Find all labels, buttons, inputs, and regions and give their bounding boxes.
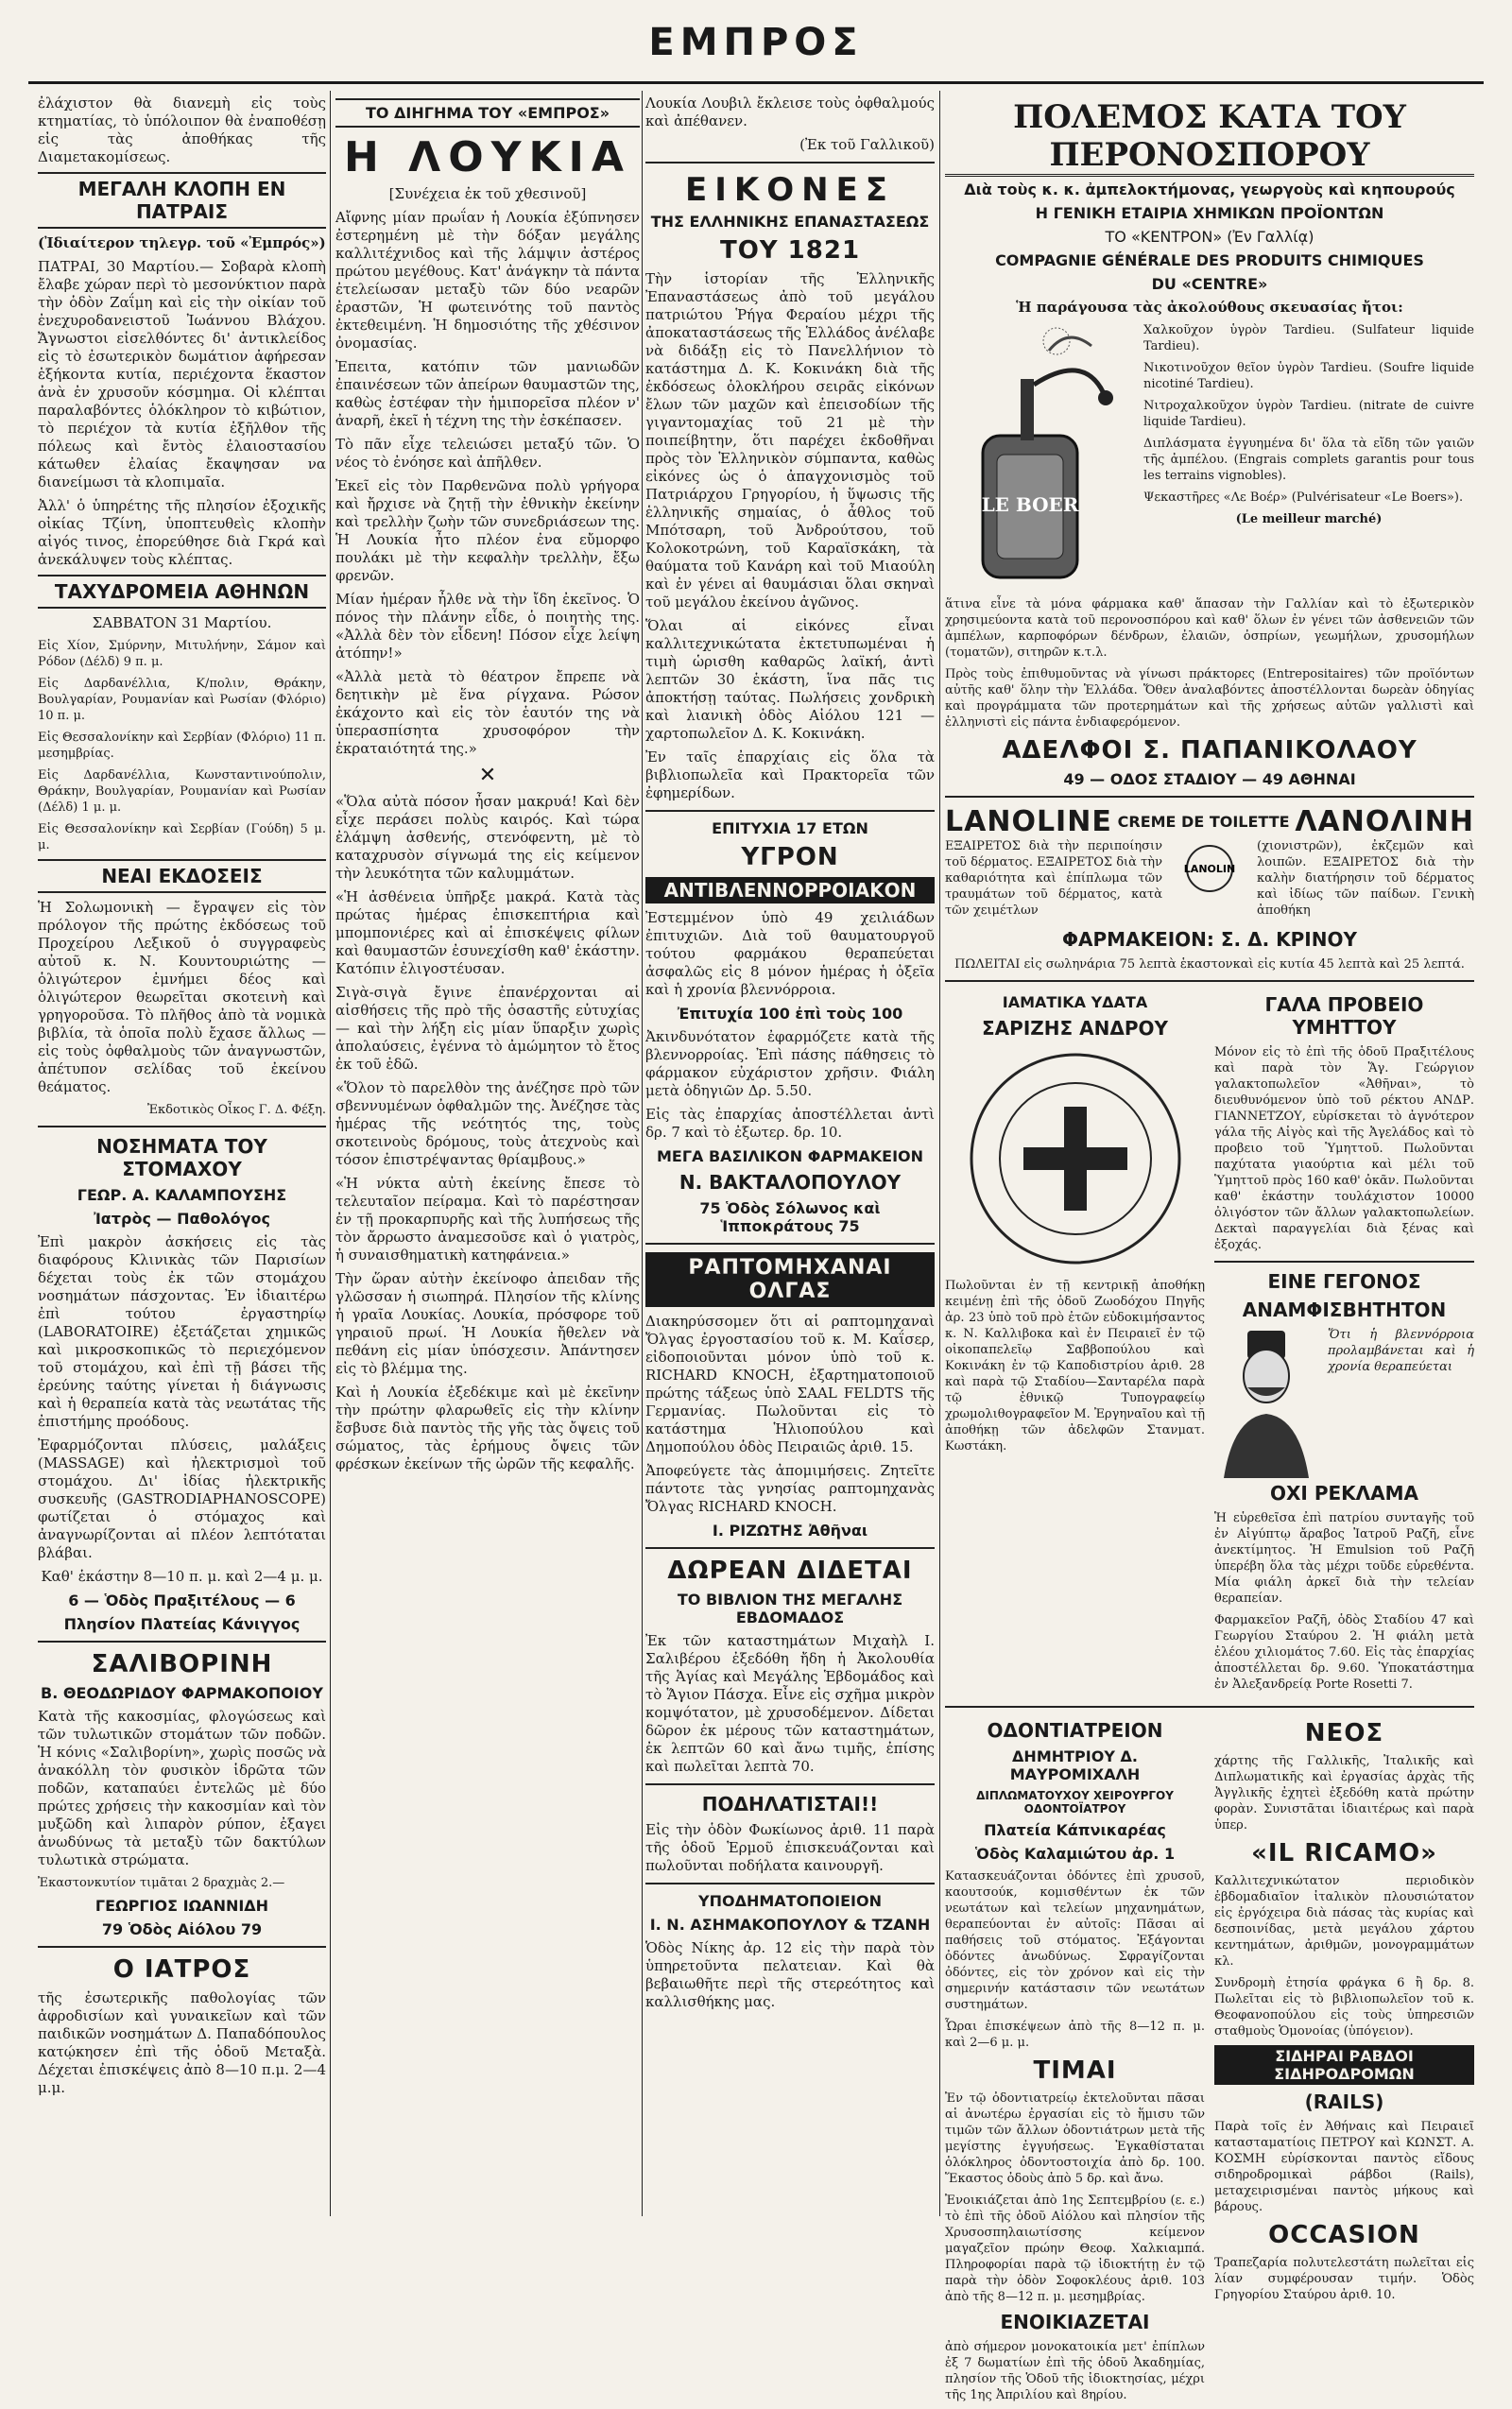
peronospora-company: Η ΓΕΝΙΚΗ ΕΤΑΙΡΙΑ ΧΗΜΙΚΩΝ ΠΡΟΪΟΝΤΩΝ: [1035, 204, 1384, 222]
serial-paragraph: Τὴν ὥραν αὐτὴν ἐκείνοφο ἀπειδαν τῆς γλῶσσαν ἡ σιωπηρά. Πλησίον τῆς κλίνης ἡ γραῖα Λουκίας. Λουκία, πρόσφορε τοῦ γηραιοῦ πρωί. Ἡ Λουκία ἤθελεν νὰ πεθάνη εἰς μίαν ὑπόσχεσιν. Ἀπάντησεν εἰς τὸ βλέμμα της.: [335, 1270, 640, 1377]
lanoline-body-right: (χιονιστρῶν), ἐκζεμῶν καὶ λοιπῶν. ΕΞΑΙΡΕΤΟΣ διὰ τὴν καλὴν διατήρησιν τοῦ δέρματος καὶ ἰδίως τῶν παίδων. Γενικὴ ἀποθήκη: [1257, 839, 1474, 918]
stomach-doctor-name: ΓΕΩΡ. Α. ΚΑΛΑΜΠΟΥΣΗΣ: [77, 1186, 287, 1204]
post-line: Εἰς Θεσσαλονίκην καὶ Σερβίαν (Φλόριο) 11 π. μεσημβρίας.: [38, 731, 326, 761]
dentist-subtitle: ΔΙΠΛΩΜΑΤΟΥΧΟΥ ΧΕΙΡΟΥΡΓΟΥ ΟΔΟΝΤΟΪΑΤΡΟΥ: [976, 1789, 1174, 1815]
ygron-shop-name: Ν. ΒΑΚΤΑΛΟΠΟΥΛΟΥ: [679, 1171, 902, 1194]
saliborine-price: Ἐκαστονκυτίον τιμᾶται 2 δραχμὰς 2.—: [38, 1876, 285, 1890]
peronospora-body: ἅτινα εἶνε τὰ μόνα φάρμακα καθ' ἅπασαν τὴν Γαλλίαν καὶ τὸ ἐξωτερικὸν χρησιμεύοντα κατὰ τοῦ περονοσπόρου καὶ καθ' ὅλων ἐν γένει τῶν ἀσθενειῶν τῶν ἀμπέλων, καρποφόρων δένδρων, ἐλαιῶν, ὀσπρίων, γεωμήλων, χρυσομήλων (τοματῶν), σιτηρῶν κ.τ.λ.: [945, 597, 1474, 660]
peronospora-product-row: [945, 322, 1474, 596]
olga-headline: ΡΑΠΤΟΜΗΧΑΝΑΙ ΟΛΓΑΣ: [645, 1252, 935, 1307]
serial-paragraph: «Ὅλα αὐτὰ πόσον ἦσαν μακρυά! Καὶ δὲν εἶχε περάσει πολὺς καιρός. Καὶ τώρα ἐλάμψη ἀσθενής, στενόφεντη, μὲ τὸ καταχρυσὸν σίγνωμά της εἰς κείμενον τὴν λευκότητα τῶν καλυμμάτων.: [335, 793, 640, 882]
sprayer-label: LE BOER: [981, 493, 1079, 516]
new-editions-body: Ἡ Σολωμονικὴ — ἔγραψεν εἰς τὸν πρόλογον τῆς πρώτης ἐκδόσεως τοῦ Προχείρου Λεξικοῦ ὁ συγγραφεὺς αὐτοῦ κ. Ν. Κουντουριώτης — ὁλιγώτερον ἐμνήμει δέος καὶ ὁλιγώτερον θεωρεῖται σκοτεινὴ καὶ γρηγοροῦσα. Τὸ πλῆθος ἀπὸ τὰ νομικὰ βιβλία, τὰ ὁποῖα πολὺ ἔχασε ἄλλως — εἰς τοὺς ὀφθαλμοὺς τῶν ἀναγνωστῶν, ἀπέτυπον σελίδας τοῦ ἐκείνου θεάματος.: [38, 899, 326, 1095]
serial-title: Η ΛΟΥΚΙΑ: [344, 133, 631, 181]
peronospora-items: [1143, 322, 1474, 596]
column-3: [645, 95, 935, 2216]
bottom-ads-row: [945, 1715, 1474, 2409]
lanoline-header: [945, 805, 1474, 838]
theft-body-2: Ἀλλ' ὁ ὑπηρέτης τῆς πλησίον ἐξοχικῆς οἰκίας Τζίνη, ὑποπτευθεὶς κλοπὴν αἰγός τινος, ἐπορεύθησε διὰ Γκρά καὶ ἀνεκάλυψεν τοὺς κλέπτας.: [38, 497, 326, 568]
peronospora-kentron: ΤΟ «ΚΕΝΤΡΟΝ» (Ἐν Γαλλίᾳ): [1105, 228, 1314, 246]
dentist-hours: Ὧραι ἐπισκέψεων ἀπὸ τῆς 8—12 π. μ. καὶ 2—6 μ. μ.: [945, 2020, 1205, 2050]
serial-paragraph: Καὶ ἡ Λουκία ἐξεδέκιμε καὶ μὲ ἐκεῖνην τὴν πρώτην φλαρωθεῖς εἰς τὴν κλίνην ἔσβυσε διὰ παντὸς τῆς γῆς τὰς ὄψεις τοῦ σώματος, τὰς ἐρήμους ὄψεις τῶν φρέσκων ἐκείνων τῆς ὠρῶν τῆς κεφαλῆς.: [335, 1384, 640, 1472]
fact-pharmacy: Φαρμακεῖον Ραζῆ, ὁδὸς Σταδίου 47 καὶ Γεωργίου Σταύρου 2. Ἡ φιάλη μετὰ ἐλέου χιλιομάτος 7.60. Εἰς τὰς ἐπαρχίας ἀποστέλλεται δρ. 9.60. Ὑποκατάστημα ἐν Ἀλεξανδρείᾳ Porte Rosetti 7.: [1214, 1613, 1474, 1692]
product-item: Νικοτινοῦχον θεῖον ὑγρὸν Tardieu. (Soufre liquide nicotiné Tardieu).: [1143, 361, 1474, 391]
occasion-body: Τραπεζαρία πολυτελεστάτη πωλεῖται εἰς λίαν συμφέρουσαν τιμήν. Ὁδὸς Γρηγορίου Σταύρου ἀριθ. 10.: [1214, 2256, 1474, 2302]
dentist-ad: [945, 1715, 1205, 2409]
serial-source: (Ἐκ τοῦ Γαλλικοῦ): [799, 136, 935, 153]
divider: [645, 1547, 935, 1549]
ygron-address: 75 Ὁδὸς Σόλωνος καὶ Ἱπποκράτους 75: [699, 1199, 881, 1235]
post-line: Εἰς Θεσσαλονίκην καὶ Σερβίαν (Γούδη) 5 μ. μ.: [38, 822, 326, 852]
lanoline-price: ΠΩΛΕΙΤΑΙ εἰς σωληνάρια 75 λεπτὰ ἑκαστονκαὶ εἰς κυτία 45 λεπτὰ καὶ 25 λεπτά.: [954, 957, 1465, 972]
column-rule-2: [642, 91, 643, 2216]
stomach-body-2: Ἐφαρμόζονται πλύσεις, μαλάξεις (MASSAGE) καὶ ἠλεκτρισμοὶ τοῦ στομάχου. Δι' ἰδίας ἠλεκτρικῆς συσκευῆς (GASTRODIAPHANOSCOPE) φωτίζεται ὁ στόμαχος καὶ ἀναγνωρίζονται αἱ πλέον λεπτόταται βλάβαι.: [38, 1437, 326, 1561]
lanoline-title-greek: ΛΑΝΟΛΙΝΗ: [1295, 805, 1474, 838]
prices-headline: ΤΙΜΑΙ: [1033, 2056, 1117, 2085]
ygron-body-3: Εἰς τὰς ἐπαρχίας ἀποστέλλεται ἀντὶ δρ. 7 καὶ τὸ ἐξωτερ. δρ. 10.: [645, 1106, 935, 1141]
olga-body: Διακηρύσσομεν ὅτι αἱ ραπτομηχαναὶ Ὄλγας ἐργοστασίου τοῦ κ. Μ. Καΐσερ, εἰδοποιοῦνται μόνον ὑπὸ τοῦ κ. RICHARD KNOCH, ἐξαρτηματοποιοῦ πρώτης τάξεως ὑπὸ ΣAAL FELDTS τῆς Γερμανίας. Πωλοῦνται εἰς τὸ κατάστημα Ἡλιοπούλου καὶ Δημοπούλου ὁδὸς Πειραιῶς ἀριθ. 15.: [645, 1313, 935, 1455]
stamp-seal-icon: [962, 1045, 1189, 1272]
serial-paragraph: Σιγὰ-σιγὰ ἔγινε ἐπανέρχονται αἱ αἰσθήσεις τῆς πρὸ τῆς ὀσαστῆς εὐτυχίας — καὶ τὴν λήξη εἰς μίαν ὕπαρξιν χωρὶς ἀπολαύσεις, ἐγέννα τὸ ἀμώμητον τὸ ἕτος ἐκ τοῦ ἐδῶ.: [335, 984, 640, 1073]
masthead-rule: [28, 81, 1484, 84]
water-headline: ΙΑΜΑΤΙΚΑ ΥΔΑΤΑ: [1002, 993, 1148, 1011]
divider: [1214, 1261, 1474, 1263]
cyclists-headline: ΠΟΔΗΛΑΤΙΣΤΑΙ!!: [701, 1793, 879, 1815]
olga-sign: Ι. ΡΙΖΩΤΗΣ Ἀθῆναι: [712, 1522, 868, 1540]
serial-label: ΤΟ ΔΙΗΓΗΜΑ ΤΟΥ «ΕΜΠΡΟΣ»: [335, 98, 640, 128]
sprayer-icon: [945, 322, 1134, 596]
serial-paragraph: «Ὅλον τὸ παρελθὸν της ἀνέζησε πρὸ τῶν σβεννυμένων ὀφθαλμῶν της. Ἀνέζησε τὰς ἡμέρας τῆς νεότητός της, τοὺς σκοτεινοὺς δρόμους, τοὺς ἀτεχνοὺς καὶ τόσον ἐπιστρέψαντας θρίαμβους.»: [335, 1079, 640, 1168]
stomach-address: 6 — Ὁδὸς Πραξιτέλους — 6: [68, 1592, 296, 1609]
brothers-address: 49 — ΟΔΟΣ ΣΤΑΔΙΟΥ — 49 ΑΘΗΝΑΙ: [1063, 770, 1356, 788]
lanoline-pharmacy: ΦΑΡΜΑΚΕΙΟΝ: Σ. Δ. ΚΡΙΝΟΥ: [1062, 928, 1357, 951]
stomach-address-2: Πλησίον Πλατείας Κάνιγγος: [63, 1615, 301, 1633]
pictures-year: ΤΟΥ 1821: [719, 236, 861, 265]
dentist-address-2: Ὁδὸς Καλαμιώτου ἀρ. 1: [974, 1845, 1176, 1863]
ricamo-body: Καλλιτεχνικώτατον περιοδικὸν ἑβδομαδιαῖον ἰταλικὸν πλουσιώτατον εἰς ἐργόχειρα διὰ πάσας τὰς κυρίας καὶ δεσποινίδας, μετὰ μεγάλου χάρτου κεντημάτων, ἀριθμῶν, μονογραμμάτων κλ.: [1214, 1874, 1474, 1969]
lanoline-seal-text: LANOLIN: [1183, 863, 1236, 875]
column-4-ads: [945, 95, 1474, 2402]
rails-body: Παρὰ τοῖς ἐν Ἀθήναις καὶ Πειραιεῖ κατασταματίοις ΠΕΤΡΟΥ καὶ ΚΩΝΣΤ. Α. ΚΟΣΜΗ εὑρίσκονται παντὸς εἴδους σιδηροδρομικαὶ ράβδοι (Rails), μεταχειρισμέναι παντὸς μήκους καὶ βάρους.: [1214, 2120, 1474, 2214]
ygron-top: ΕΠΙΤΥΧΙΑ 17 ΕΤΩΝ: [712, 819, 868, 837]
product-item: Νιτροχαλκοῦχον ὑγρὸν Tardieu. (nitrate de cuivre liquide Tardieu).: [1143, 399, 1474, 429]
milk-body: Μόνον εἰς τὸ ἐπὶ τῆς ὁδοῦ Πραξιτέλους καὶ παρὰ τὸν Ἅγ. Γεώργιον γαλακτοπωλεῖον «Ἀθῆναι», τὸ διευθυνόμενον ὑπὸ τοῦ ρέκτου ΑΝΔΡ. ΓΙΑΝΝΕΤΖΟΥ, εὑρίσκεται τὸ ἀγνότερον γάλα τῆς Αἰγὸς καὶ τῆς Ἀγελάδος καὶ τὸ προβειο τοῦ Ὑμηττοῦ. Πωλοῦνται παχύτατα γιαούρτια καὶ μέλι τοῦ Ὑμηττοῦ πρὸς 160 καθ' ὀκᾶν. Πωλοῦνται καθ' ἑκάστην τουλάχιστον 10000 ὀλιγόστον τῶν ἄλλων γαλακτοπωλείων. Δεκταὶ παραγγελίαι διὰ ξένας καὶ ἐξοχάς.: [1214, 1045, 1474, 1252]
serial-paragraph: «Ἡ ἀσθένεια ὑπῆρξε μακρά. Κατὰ τὰς πρώτας ἡμέρας ἐπισκεπτήρια καὶ μπομπονιέρες καὶ αἱ ἐπισκέψεις φίλων καὶ θαυμαστῶν ἐσυνεχίσθη καθ' ἑκάστην. Κατόπιν ἐλιγοστέυσαν.: [335, 888, 640, 977]
brothers-headline: ΑΔΕΛΦΟΙ Σ. ΠΑΠΑΝΙΚΟΛΑΟΥ: [1002, 736, 1418, 765]
dentist-body: Κατασκευάζονται ὀδόντες ἐπὶ χρυσοῦ, καουτσούκ, κομισθέντων ἐκ τῶν νεωτάτων καὶ τελείων μηχανημάτων, θεραπεύονται ἐν αὐτοῖς: Πᾶσαι αἱ παθήσεις τοῦ στόματος. Ἐξάγονται ὀδόντες ἀνωδύνως. Σφραγίζονται ὀδόντες, εἰς τὸν χρόνον καὶ εἰς τὴν σημερινήν κατάστασιν τῶν νεωτάτων συστημάτων.: [945, 1869, 1205, 2012]
ygron-body: Ἐστεμμένον ὑπὸ 49 χειλιάδων ἐπιτυχιῶν. Διὰ τοῦ θαυματουργοῦ τούτου φαρμάκου θεραπεύεται ἀσφαλῶς εἰς 8 μόνον ἡμέρας ἡ ὀξεῖα καὶ ἡ χρονία βλεννόρροια.: [645, 909, 935, 998]
occasion-headline: OCCASION: [1268, 2221, 1420, 2249]
olga-end: Ἀποφεύγετε τὰς ἀπομιμήσεις. Ζητεῖτε πάντοτε τὰς γνησίας ραπτομηχανὰς Ὄλγας RICHARD KNOCH.: [645, 1462, 935, 1515]
divider: [945, 1706, 1474, 1708]
peronospora-sub: Διὰ τοὺς κ. κ. ἀμπελοκτήμονας, γεωργοὺς καὶ κηπουρούς: [964, 181, 1455, 198]
cyclists-body: Εἰς τὴν ὁδὸν Φωκίωνος ἀριθ. 11 παρὰ τῆς ὁδοῦ Ἑρμοῦ ἐπισκευάζονται καὶ πωλοῦνται ποδήλατα καινουργῆ.: [645, 1821, 935, 1874]
iatros-headline: Ο ΙΑΤΡΟΣ: [112, 1955, 251, 1984]
serial-paragraph: Ἐπειτα, κατόπιν τῶν μανιωδῶν ἐπαινέσεων τῶν ἀπείρων θαυμαστῶν της, καθὼς ἐστέφαν τὴν ἡμιπορεῖσα πλέον ν' ἀναρῆ, ἐκεῖ ἡ τέχνη της τὴν ἐσκέπασεν.: [335, 358, 640, 429]
serial-paragraph: «Ἡ νύκτα αὐτὴ ἐκείνης ἔπεσε τὸ τελευταῖον πείραμα. Καὶ τὸ παρέστησαν ἐν τῇ προκαρπυρῆς καὶ τῆς λυπήσεως τῆς τὸν ἄρρωστο ἀναμεσοῦσε καὶ ὁ γιατρὸς, ἡ συναισθηματικὴ κατηφάνεια.»: [335, 1175, 640, 1264]
rent-headline: ΕΝΟΙΚΙΑΖΕΤΑΙ: [1000, 2311, 1150, 2333]
section-break-mark: ✕: [478, 764, 497, 787]
saliborine-address: 79 Ὁδὸς Αἰόλου 79: [101, 1920, 263, 1938]
peronospora-body-2: Πρὸς τοὺς ἐπιθυμοῦντας νὰ γίνωσι πράκτορες (Entrepositaires) τῶν προϊόντων αὐτῆς καθ' ὅλην τὴν Ἑλλάδα. Ὅθεν ἀναλαβόντες ἀποστέλλονται δωρεὰν ὁδηγίας καὶ προγράμματα τῶν προτερημάτων καὶ τῆς χρήσεως αὐτῶν γαλλιστὶ καὶ ἑλληνιστὶ εἰς πάντα ἐνδιαφερόμενον.: [945, 667, 1474, 730]
shoes-body: Ὁδὸς Νίκης ἀρ. 12 εἰς τὴν παρὰ τὸν ὑπηρετοῦντα πελατειαν. Καὶ θὰ βεβαιωθῆτε περὶ τῆς στερεότητος καὶ καλλισθήκης μας.: [645, 1939, 935, 2010]
pictures-subheadline: ΤΗΣ ΕΛΛΗΝΙΚΗΣ ΕΠΑΝΑΣΤΑΣΕΩΣ: [650, 213, 930, 231]
neos-body: χάρτης τῆς Γαλλικῆς, Ἰταλικῆς καὶ Διπλωματικῆς καὶ ἐργασίας ἀρχὰς τῆς Ἀγγλικῆς ἐχητεὶ ἐξεδόθη κατὰ πρώτην φορὰν. Συνιστᾶται ἰδιαιτέρως καὶ παρὰ ὑπερ.: [1214, 1754, 1474, 1833]
stomach-body: Ἐπὶ μακρὸν ἀσκήσεις εἰς τὰς διαφόρους Κλινικὰς τῶν Παρισίων δέχεται τοὺς ἐκ τῶν στομάχου νοσημάτων πάσχοντας. Ἐν ἰδιαιτέρω ἐπὶ τούτου ἐργαστηρίῳ (LABORATOIRE) ἐξετάζεται χημικῶς καὶ μικροσκοπικῶς τὸ περιεχόμενον τοῦ στομάχου, καὶ ἐπὶ τῇ βάσει τῆς ἐρεύνης ταύτης γίνεται ἡ διάγνωσις καὶ ἡ θεραπεία κατὰ τὰς νεωτάτας τῆς ἐπιστήμης προόδους.: [38, 1233, 326, 1430]
rails-subheadline: (RAILS): [1304, 2091, 1384, 2113]
product-item: Διπλάσματα ἐγγυημένα δι' ὅλα τὰ εἴδη τῶν γαιῶν τῆς ἀμπέλου. (Engrais complets garantis pour tous les terrains vignobles).: [1143, 437, 1474, 483]
masthead-title: ΕΜΠΡΟΣ: [648, 21, 864, 64]
ygron-highlight: Ἐπιτυχία 100 ἐπὶ τοὺς 100: [677, 1005, 903, 1023]
column-rule-3: [939, 91, 940, 2216]
pictures-body: Τὴν ἱστορίαν τῆς Ἑλληνικῆς Ἐπαναστάσεως ἀπὸ τοῦ μεγάλου πατριώτου Ῥήγα Φεραίου μέχρι τῆς ἀποκαταστάσεως τῆς Ἑλλάδος ἀνέλαβε νὰ διδάξῃ εἰς τὸ Πανελλήνιον τὸ κατάστημα Δ. Κ. Κοκινάκη διὰ τῆς ἐκδόσεως ὁλοκλήρου σειρᾶς εἰκόνων ἔλων τῶν μαχῶν καὶ ἐπεισοδίων τῆς γιγαντομαχίας τοῦ 21 μὲ τὴν ποιπείβητην, ὅτι παρέχει ἐκδοθῆναι πρὸς τὸν Ἑλληνικὸν σύμπαντα, καθὼς εἰκόνες ὡς ὁ ἀπαγχονισμὸς τοῦ Πατριάρχου Γρηγορίου, ἡ ὕψωσις τῆς ἑλληνικῆς σημαίας, ὁ ἆθλος τοῦ Μπότσαρη, τοῦ Ἀνδρούτσου, τοῦ Κολοκοτρώνη, τοῦ Καραϊσκάκη, τὰ θαύματα τοῦ Κανάρη καὶ τοῦ Μιαούλη καὶ ἐν γένει αἱ θαυμάσιαι ὅλαι σκηναὶ τοῦ μεγάλου ἐκείνου ἀγῶνος.: [645, 270, 935, 611]
ygron-body-2: Ἀκινδυνότατον ἐφαρμόζετε κατὰ τῆς βλεννορροίας. Ἐπὶ πάσης πάθησεις τὸ φάρμακον εὐχάριστον χρῆσιν. Φιάλη μετὰ ὁδηγιῶν Δρ. 5.50.: [645, 1028, 935, 1099]
water-subheadline: ΣΑΡΙΖΗΣ ΑΝΔΡΟΥ: [982, 1017, 1168, 1040]
post-line: Εἰς Δαρδανέλλια, Κ/πολιν, Θράκην, Βουλγαρίαν, Ρουμανίαν καὶ Ρωσίαν (Φλόριο) 10 π. μ.: [38, 677, 326, 723]
water-milk-row: [945, 989, 1474, 1698]
water-body: Πωλοῦνται ἐν τῇ κεντρικῇ ἀποθήκῃ κειμένῃ ἐπὶ τῆς ὁδοῦ Ζωοδόχου Πηγῆς ἀρ. 23 ὑπὸ τοῦ πρὸ ἐτῶν εὐδοκιμήσαντος κ. Ν. Καλλιβοκα καὶ ἐν Πειραιεῖ ἐν τῷ οἰκοπαπελεῖῳ Σαββοπούλου καὶ Κοκινάκη ἐν τῷ Καποδιστρίου ἀριθ. 28 καὶ παρὰ τῷ Σταδίου—Σανταρέλα παρὰ τῷ ἐθνικῷ Τυπογραφείῳ χρωμολιθογραφεῖον Μ. Ἐργηναῖου καὶ τῇ ἀποθήκῃ τῶν ἀδελφῶν Στανματ. Κωστάκη.: [945, 1279, 1205, 1454]
masthead: [0, 0, 1512, 87]
divider: [645, 1883, 935, 1884]
fact-body: Ἡ εὑρεθεῖσα ἐπὶ πατρίου συνταγῆς τοῦ ἐν Αἰγύπτῳ ἄραβος Ἰατροῦ Ραζῆ, εἶνε ἀνεκτίμητος. Ἡ Emulsion τοῦ Ραζῆ ὑπερέβη ὅλα τὰς μέχρι τοῦδε εὑρεθέντα. Μία φιάλη ἀρκεῖ διὰ τὴν τελείαν θεραπείαν.: [1214, 1511, 1474, 1606]
post-line: Εἰς Δαρδανέλλια, Κωνσταντινούπολιν, Θράκην, Βουλγαρίαν, Ρουμανίαν καὶ Ρωσίαν (Δέλδ) 1 μ. μ.: [38, 768, 326, 815]
gift-subheadline: ΤΟ ΒΙΒΛΙΟΝ ΤΗΣ ΜΕΓΑΛΗΣ ΕΒΔΟΜΑΔΟΣ: [677, 1591, 903, 1626]
serial-paragraph: «Ἀλλὰ μετὰ τὸ θέατρον ἔπρεπε νὰ δεητικὴν μὲ ἕνα ρίγχανα. Ρώσον ἐκάχοντο καὶ εἰς τὸν ἑαυτόν της νὰ ὑπερασπίσητα χρυσοφόρον τὴν ἐκραταιότητά της.»: [335, 668, 640, 757]
shoes-name: Ι. Ν. ΑΣΗΜΑΚΟΠΟΥΛΟΥ & ΤΖΑΝΗ: [649, 1916, 931, 1934]
column-2: [335, 95, 640, 2216]
divider: [645, 1783, 935, 1785]
milk-ad: [1214, 989, 1474, 1698]
theft-body: ΠΑΤΡΑΙ, 30 Μαρτίου.— Σοβαρὰ κλοπὴ ἔλαβε χώραν περὶ τὸ μεσονύκτιον παρὰ τὴν ὁδὸν Ζαΐμη καὶ εἰς τὴν οἰκίαν τοῦ ἐνεχυροδανειστοῦ Ἰωάννου Βλάχου. Ἄγνωστοι εἰσελθόντες δι' ἀντικλείδος εἰς τὸ ἐσωτερικὸν δωμάτιον ἀφήρεσαν ἑξήκοντα κυτία, περιέχοντα ἕκαστον ἀνὰ ἐν χρυσοῦν κόσμημα. Οἱ κλέπται παραλαβόντες ὁλόκληρον τὸ κιβώτιον, τὸ περιέχον τὰ κυτία ἐξῆλθον τῆς πόλεως καὶ ἔντὸς ἐλαιοστασίου κάτωθεν ἐλαίας ἔκαψησαν να διανείμωσι τὰ κλοπιμαῖα.: [38, 258, 326, 490]
gift-headline: ΔΩΡΕΑΝ ΔΙΔΕΤΑΙ: [667, 1557, 913, 1585]
lanoline-seal-icon: [1172, 838, 1247, 895]
rails-headline: ΣΙΔΗΡΑΙ ΡΑΒΔΟΙ ΣΙΔΗΡΟΔΡΟΜΩΝ: [1214, 2045, 1474, 2085]
pictures-headline: ΕΙΚΟΝΕΣ: [684, 171, 896, 209]
pictures-end: Ἐν ταῖς ἐπαρχίαις εἰς ὅλα τὰ βιβλιοπωλεῖα καὶ Πρακτορεῖα τῶν ἐφημερίδων.: [645, 749, 935, 801]
post-line: Εἰς Χίον, Σμύρνην, Μιτυλήνην, Σάμον καὶ Ρόδον (Δέλδ) 9 π. μ.: [38, 639, 326, 669]
man-portrait-icon: [1214, 1327, 1318, 1478]
peronospora-french: COMPAGNIE GÉNÉRALE DES PRODUITS CHIMIQUES: [995, 251, 1424, 269]
peronospora-lead: Ἡ παράγουσα τὰς ἀκολούθους σκευασίας ἤτοι:: [1016, 299, 1403, 316]
rent-body-2: ἀπὸ σήμερον μονοκατοικία μετ' ἐπίπλων ἐξ 7 δωματίων ἐπὶ τῆς ὁδοῦ Ἀκαδημίας, πλησίον τῆς Ὁδοῦ τῆς ἰδιοκτησίας, μέχρι τῆς 1ης Ἀπριλίου καὶ 8ηρίου.: [945, 2340, 1205, 2402]
peronospora-french-2: DU «CENTRE»: [1151, 275, 1268, 293]
prices-body: Ἐν τῷ ὀδοντιατρείῳ ἐκτελοῦνται πᾶσαι αἱ ἀνωτέρω ἐργασίαι εἰς τὸ ἥμισυ τῶν τιμῶν τῶν ἄλλων ὀδοντιάτρων μετὰ τῆς μεγίστης ἐγγυήσεως. Ἐγκαθίσταται ὁλόκληρος ὀδοντοστοιχία ἀπὸ δρ. 100. Ἕκαστος ὀδοὺς ἀπὸ 5 δρ. καὶ ἄνω.: [945, 2091, 1205, 2186]
gift-body: Ἐκ τῶν καταστημάτων Μιχαὴλ Ι. Σαλιβέρου ἐξεδόθη ἤδη ἡ Ἀκολουθία τῆς Ἁγίας καὶ Μεγάλης Ἑβδομάδος καὶ τὸ Ἅγιον Πάσχα. Εἶνε εἰς σχῆμα μικρὸν κομψότατον, μὲ χρυσοδέμενον. Δίδεται δῶρον ἐκ μέρους τῶν καταστημάτων, ἐκ λεπτῶν 60 καὶ ἄνω τιμῆς, ἐπίσης καὶ πωλεῖται λεπτὰ 70.: [645, 1632, 935, 1775]
fact-headline-2: ΑΝΑΜΦΙΣΒΗΤΗΤΟΝ: [1242, 1299, 1447, 1321]
neos-headline: ΝΕΟΣ: [1304, 1719, 1384, 1747]
stomach-doctor-title: Ἰατρὸς — Παθολόγος: [94, 1210, 270, 1228]
theft-byline: (Ἰδιαίτερον τηλεγρ. τοῦ «Ἐμπρός»): [38, 234, 326, 251]
ygron-subtitle: ΑΝΤΙΒΛΕΝΝΟΡΡΟΙΑΚΟΝ: [645, 877, 935, 903]
lanoline-subtitle: CREME DE TOILETTE: [1117, 813, 1290, 831]
post-date: ΣΑΒΒΑΤΟΝ 31 Μαρτίου.: [92, 614, 272, 631]
fact-no-ad: ΟΧΙ ΡΕΚΛΑΜΑ: [1270, 1482, 1418, 1505]
water-stamp: [962, 1045, 1189, 1272]
column-1: [38, 95, 326, 2216]
misc-ads: [1214, 1715, 1474, 2409]
dentist-address: Πλατεία Κάπνικαρέας: [984, 1821, 1166, 1839]
ricamo-body-2: Συνδρομὴ ἐτησία φράγκα 6 ἢ δρ. 8. Πωλεῖται εἰς τὸ βιβλιοπωλεῖον τοῦ κ. Θεοφανοπούλου εἰς τοὺς ὑπηρεσιῶν σταθμοὺς Ὁμονοίας (ὑπόγειον).: [1214, 1976, 1474, 2039]
serial-paragraph: Αἴφνης μίαν πρωΐαν ἡ Λουκία ἐξύπνησεν ἐστερημένη μὲ τὴν δόξαν μεγάλης καλλιτέχνιδος καὶ τῆς λάμψιν ἀστέρος πρώτου μεγέθους. Κατ' ἀνάγκην τὰ πάντα ἐτελείωσαν μεταξὺ τῶν δύο νεαρῶν ἐραστῶν, Ἡ φωτεινότης τοῦ παντὸς ἐκτεθειμένη. Ἡ δημοσιότης τῆς χθέσινον ὀνομασίας.: [335, 209, 640, 352]
iatros-body: τῆς ἐσωτερικῆς παθολογίας τῶν ἀφροδισίων καὶ γυναικεῖων καὶ τῶν παιδικῶν νοσημάτων Δ. Παπαδόπουλος κατῴκησεν ἐπὶ τῆς ὁδοῦ Μεταξὰ. Δέχεται ἐπισκέψεις ἀπὸ 8—10 π.μ. 2—4 μ.μ.: [38, 1989, 326, 2096]
product-item: Χαλκοῦχον ὑγρὸν Tardieu. (Sulfateur liquide Tardieu).: [1143, 323, 1474, 353]
divider: [645, 810, 935, 812]
dentist-headline: ΟΔΟΝΤΙΑΤΡΕΙΟΝ: [987, 1719, 1163, 1742]
column-rule-1: [330, 91, 331, 2216]
divider: [38, 1126, 326, 1127]
pictures-body-2: Ὅλαι αἱ εἰκόνες εἶναι καλλιτεχνικώτατα ἐκτετυπωμέναι ἡ τιμὴ ὡρισθη καθαρῶς λαϊκή, ἀντὶ λεπτῶν 30 ἑκάστη, ἵνα πᾶς τις ἀποκτήσῃ ταύτας. Πωλήσεις χονδρικὴ καὶ λιανικὴ ὁδὸς Αἰόλου 121 — χαρτοπωλεῖον Δ. Κ. Κοκινάκη.: [645, 617, 935, 742]
new-editions-headline: ΝΕΑΙ ΕΚΔΟΣΕΙΣ: [38, 859, 326, 893]
ygron-title: ΥΓΡΟΝ: [741, 843, 839, 871]
sprayer-illustration: [945, 322, 1134, 596]
peronospora-headline: ΠΟΛΕΜΟΣ ΚΑΤΑ ΤΟΥ ΠΕΡΟΝΟΣΠΟΡΟΥ: [945, 98, 1474, 177]
fact-quote: Ὅτι ἡ βλεννόρροια προλαμβάνεται καὶ ἡ χρονία θεραπεύεται: [1328, 1328, 1474, 1374]
serial-ending: Λουκία Λουβιλ ἔκλεισε τοὺς ὀφθαλμούς καὶ ἀπέθανεν.: [645, 95, 935, 129]
divider: [645, 162, 935, 163]
divider: [38, 1641, 326, 1643]
portrait-illustration: [1214, 1327, 1318, 1478]
fact-headline: ΕΙΝΕ ΓΕΓΟΝΟΣ: [1267, 1270, 1421, 1293]
saliborine-headline: ΣΑΛΙΒΟΡΙΝΗ: [91, 1650, 273, 1678]
lanoline-title-latin: LANOLINE: [945, 805, 1112, 838]
ygron-shop: ΜΕΓΑ ΒΑΣΙΛΙΚΟΝ ΦΑΡΜΑΚΕΙΟΝ: [656, 1147, 924, 1165]
divider: [645, 1243, 935, 1245]
milk-headline: ΓΑΛΑ ΠΡΟΒΕΙΟ ΥΜΗΤΤΟΥ: [1264, 993, 1424, 1039]
intro-text: ἐλάχιστον θὰ διανεμὴ εἰς τοὺς κτηματίας, τὸ ὑπόλοιπον θὰ ἐναποθέσῃ εἰς τὰς ἀποθήκας τῆς Διαμετακομίσεως.: [38, 95, 326, 165]
stomach-hours: Καθ' ἑκάστην 8—10 π. μ. καὶ 2—4 μ. μ.: [41, 1568, 323, 1585]
serial-paragraph: Τὸ πᾶν εἶχε τελειώσει μεταξύ τῶν. Ὁ νέος τὸ ἐνόησε καὶ ἀπῆλθεν.: [335, 436, 640, 471]
divider: [945, 980, 1474, 982]
serial-paragraph: Ἐκεῖ εἰς τὸν Παρθενῶνα πολὺ γρήγορα καὶ ἤρχισε νὰ ζητῇ τὴν ἐθνικὴν ἐκείνην καὶ τρελλὴν ζωὴν τῶν συνεδριάσεων της. Ἡ Λουκία ἦτο πλέον ἐνα εὔμορφο πουλάκι μὲ τὴν κεφαλὴν τρελλὴν, ἔξω φρενῶν.: [335, 477, 640, 584]
stomach-headline: ΝΟΣΗΜΑΤΑ ΤΟΥ ΣΤΟΜΑΧΟΥ: [96, 1135, 267, 1180]
product-item: Ψεκαστῆρες «Λε Βοέρ» (Pulvérisateur «Le Boers»).: [1143, 490, 1464, 505]
product-item: (Le meilleur marché): [1235, 512, 1383, 526]
fact-row: [1214, 1327, 1474, 1478]
lanoline-row: [945, 838, 1474, 924]
dentist-name: ΔΗΜΗΤΡΙΟΥ Δ. ΜΑΥΡΟΜΙΧΑΛΗ: [1009, 1747, 1141, 1783]
divider: [945, 796, 1474, 798]
post-headline: ΤΑΧΥΔΡΟΜΕΙΑ ΑΘΗΝΩΝ: [38, 575, 326, 609]
lanoline-body-left: ΕΞΑΙΡΕΤΟΣ διὰ τὴν περιποίησιν τοῦ δέρματος. ΕΞΑΙΡΕΤΟΣ διὰ τὴν καθαριότητα καὶ ἐπίπλωμα τῶν τραυμάτων τοῦ δέρματος, κατὰ τῶν χειμέτλων: [945, 839, 1162, 918]
ricamo-headline: «IL RICAMO»: [1251, 1839, 1437, 1867]
new-editions-sign: Ἐκδοτικὸς Οἶκος Γ. Δ. Φέξη.: [146, 1103, 326, 1117]
saliborine-pharmacist: Β. ΘΕΟΔΩΡΙΔΟΥ ΦΑΡΜΑΚΟΠΟΙΟΥ: [41, 1684, 323, 1702]
saliborine-sign: ΓΕΩΡΓΙΟΣ ΙΩΑΝΝΙΔΗ: [94, 1897, 269, 1915]
theft-headline: ΜΕΓΑΛΗ ΚΛΟΠΗ ΕΝ ΠΑΤΡΑΙΣ: [38, 172, 326, 229]
serial-continued: [Συνέχεια ἐκ τοῦ χθεσινοῦ]: [388, 185, 587, 202]
rent-body: Ἐνοικιάζεται ἀπὸ 1ης Σεπτεμβρίου (ε. ε.) τὸ ἐπὶ τῆς ὁδοῦ Αἰόλου καὶ πλησίον τῆς Χρυσοσπηλαιωτίσσης κείμενον μαγαζεῖον πρώην Θεοφ. Χαλκιαμπά. Πληροφορίαι παρὰ τῷ ἰδιοκτήτῃ ἐν τῷ παρὰ τὴν ὁδὸν Σοφοκλέους ἀριθ. 103 ἀπὸ τῆς 8—12 π. μ. μεσημβρίας.: [945, 2194, 1205, 2304]
divider: [38, 1946, 326, 1948]
saliborine-body: Κατὰ τῆς κακοσμίας, φλογώσεως καὶ τῶν τυλωτικῶν στομάτων τῶν ποδῶν. Ἡ κόνις «Σαλιβορίνη», χωρὶς ποσῶς νὰ ἀνακόλλη τὸν φυσικὸν ἱδρῶτα τῶν ποδῶν, καταπαύει ἐντελῶς μὲ δύο πρώτες χρήσεις τὴν κακοσμίαν καὶ τὸν μυξῶδη καὶ λιπαρὸν ρύπον, ἐξαγει ἀνωδύνως τὰ μεταξὺ τῶν δακτύλων τυλωτικὰ στρώματα.: [38, 1708, 326, 1868]
serial-paragraph: Μίαν ἡμέραν ἦλθε νὰ τὴν ἴδη ἐκεῖνος. Ὁ πόνος τὴν πλάνην εἶδε, ὁ ποιητὴς της. «Ἀλλὰ δὲν τὸν εἶδενη! Πόσον εἶχε λείψη ἀτόπην!»: [335, 591, 640, 662]
shoes-headline: ΥΠΟΔΗΜΑΤΟΠΟΙΕΙΟΝ: [698, 1892, 882, 1910]
water-ad: [945, 989, 1205, 1698]
